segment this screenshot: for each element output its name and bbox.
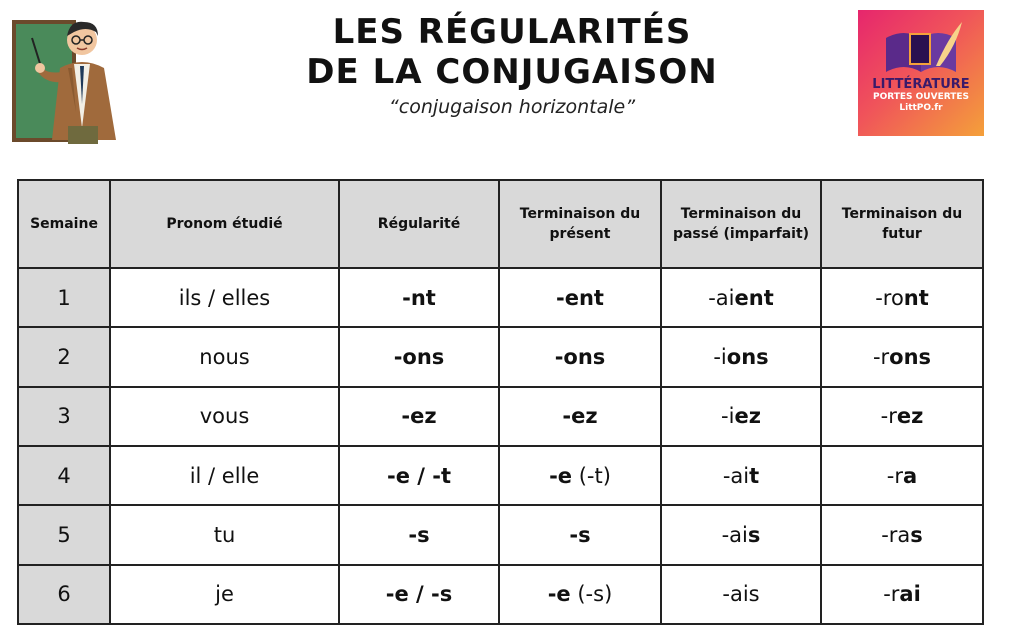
teacher-illustration-icon [12, 8, 140, 148]
present-ending-bold: -ez [562, 404, 598, 429]
litt-po-logo [858, 10, 984, 136]
cell-regularite: -ez [339, 387, 499, 446]
cell-futur [821, 565, 983, 624]
futur-bold: ons [889, 344, 932, 369]
present-ending-light: (-t) [572, 463, 611, 488]
imparfait-prefix: -i [713, 344, 727, 369]
column-header-pronom: Pronom étudié [110, 180, 339, 268]
conjugation-table [17, 179, 984, 625]
table-row [18, 327, 983, 386]
cell-pronom: il / elle [110, 446, 339, 505]
logo-text-line-2: PORTES OUVERTES [872, 92, 970, 102]
cell-pronom: je [110, 565, 339, 624]
open-book-door-quill-icon [876, 18, 966, 76]
cell-present [499, 268, 661, 327]
table-row [18, 446, 983, 505]
table-row [18, 505, 983, 564]
title-line-2: DE LA CONJUGAISON [306, 52, 718, 92]
futur-prefix: -ra [881, 522, 911, 547]
cell-futur [821, 505, 983, 564]
table-row [18, 268, 983, 327]
futur-bold: s [910, 522, 923, 547]
cell-semaine: 2 [18, 327, 110, 386]
cell-semaine: 6 [18, 565, 110, 624]
table-header-row [18, 180, 983, 268]
cell-pronom: vous [110, 387, 339, 446]
futur-bold: ez [896, 404, 924, 429]
column-header-imparfait: Terminaison du passé (imparfait) [661, 180, 821, 268]
present-ending-bold: -s [569, 522, 591, 547]
futur-prefix: -r [872, 344, 890, 369]
cell-semaine: 4 [18, 446, 110, 505]
cell-pronom: nous [110, 327, 339, 386]
cell-pronom: ils / elles [110, 268, 339, 327]
cell-regularite: -e / -s [339, 565, 499, 624]
futur-prefix: -ro [875, 285, 904, 310]
cell-imparfait [661, 505, 821, 564]
imparfait-bold: ons [726, 344, 769, 369]
futur-bold: a [903, 463, 918, 488]
column-header-semaine: Semaine [18, 180, 110, 268]
futur-bold: nt [903, 285, 929, 310]
page-title [260, 12, 764, 92]
imparfait-bold: s [747, 522, 761, 547]
cell-regularite: -s [339, 505, 499, 564]
column-header-regularite: Régularité [339, 180, 499, 268]
cell-present [499, 565, 661, 624]
page-header [260, 12, 764, 118]
present-ending-light: (-s) [570, 582, 613, 607]
cell-present [499, 327, 661, 386]
present-ending-bold: -ent [556, 285, 604, 310]
imparfait-prefix: -ai [722, 463, 750, 488]
cell-imparfait [661, 268, 821, 327]
cell-imparfait [661, 327, 821, 386]
cell-imparfait [661, 387, 821, 446]
column-header-futur: Terminaison du futur [821, 180, 983, 268]
cell-regularite: -e / -t [339, 446, 499, 505]
page-subtitle: “conjugaison horizontale” [388, 96, 636, 118]
cell-futur [821, 268, 983, 327]
cell-semaine: 1 [18, 268, 110, 327]
table-row [18, 387, 983, 446]
cell-present [499, 446, 661, 505]
imparfait-bold: ez [734, 404, 761, 429]
futur-bold: ai [899, 582, 921, 607]
cell-futur [821, 387, 983, 446]
logo-text-line-3: LittPO.fr [899, 103, 943, 113]
cell-regularite: -nt [339, 268, 499, 327]
cell-futur [821, 446, 983, 505]
cell-present [499, 387, 661, 446]
imparfait-bold: t [749, 463, 760, 488]
logo-text-line-1: LITTÉRATURE [872, 77, 970, 92]
futur-prefix: -r [880, 404, 897, 429]
title-line-1: LES RÉGULARITÉS [332, 12, 692, 52]
cell-semaine: 5 [18, 505, 110, 564]
cell-imparfait [661, 565, 821, 624]
table-row [18, 565, 983, 624]
cell-semaine: 3 [18, 387, 110, 446]
present-ending-bold: -e [549, 463, 573, 488]
futur-prefix: -r [883, 582, 900, 607]
imparfait-prefix: -ai [721, 522, 748, 547]
present-ending-bold: -e [547, 582, 571, 607]
cell-regularite: -ons [339, 327, 499, 386]
imparfait-prefix: -ais [722, 582, 760, 607]
cell-pronom: tu [110, 505, 339, 564]
cell-present [499, 505, 661, 564]
imparfait-bold: ent [734, 285, 774, 310]
column-header-present: Terminaison du présent [499, 180, 661, 268]
cell-imparfait [661, 446, 821, 505]
present-ending-bold: -ons [554, 344, 606, 369]
futur-prefix: -r [886, 463, 904, 488]
cell-futur [821, 327, 983, 386]
imparfait-prefix: -ai [708, 285, 735, 310]
imparfait-prefix: -i [721, 404, 735, 429]
